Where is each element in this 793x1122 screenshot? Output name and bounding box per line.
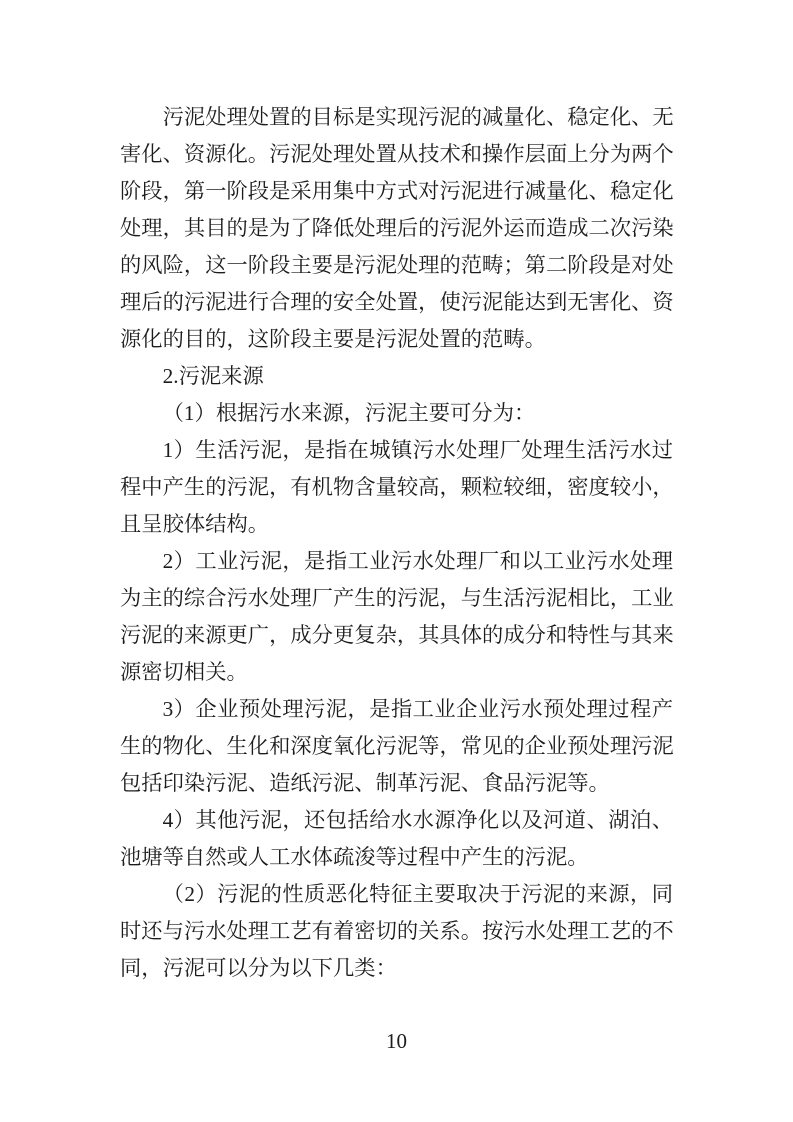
text-line: 源化的目的，这阶段主要是污泥处置的范畴。 — [120, 327, 546, 351]
text-line: 处理，其目的是为了降低处理后的污泥外运而造成二次污染 — [120, 216, 674, 240]
text-line: 污泥处理处置的目标是实现污泥的减量化、稳定化、无 — [162, 105, 674, 129]
text-line: 1）生活污泥，是指在城镇污水处理厂处理生活污水过 — [162, 438, 673, 462]
text-line: 的风险，这一阶段主要是污泥处理的范畴；第二阶段是对处 — [120, 253, 674, 277]
text-line: 时还与污水处理工艺有着密切的关系。按污水处理工艺的不 — [120, 919, 674, 943]
text-line: 程中产生的污泥，有机物含量较高，颗粒较细，密度较小， — [120, 475, 674, 499]
text-line: 2.污泥来源 — [162, 364, 264, 388]
text-line: 生的物化、生化和深度氧化污泥等，常见的企业预处理污泥 — [120, 734, 674, 758]
text-line: 池塘等自然或人工水体疏浚等过程中产生的污泥。 — [120, 845, 589, 869]
text-line: （1）根据污水来源，污泥主要可分为： — [162, 401, 536, 425]
text-line: 4）其他污泥，还包括给水水源净化以及河道、湖泊、 — [162, 808, 673, 832]
document-body — [120, 99, 673, 987]
text-line: 同，污泥可以分为以下几类： — [120, 956, 397, 980]
text-line: 理后的污泥进行合理的安全处置，使污泥能达到无害化、资 — [120, 290, 674, 314]
text-line: 2）工业污泥，是指工业污水处理厂和以工业污水处理 — [162, 549, 673, 573]
text-line: （2）污泥的性质恶化特征主要取决于污泥的来源，同 — [162, 882, 673, 906]
text-line: 且呈胶体结构。 — [120, 512, 270, 536]
text-line: 为主的综合污水处理厂产生的污泥，与生活污泥相比，工业 — [120, 586, 674, 610]
text-line: 源密切相关。 — [120, 660, 248, 684]
text-line: 阶段，第一阶段是采用集中方式对污泥进行减量化、稳定化 — [120, 179, 674, 203]
text-line: 害化、资源化。污泥处理处置从技术和操作层面上分为两个 — [120, 142, 674, 166]
text-line: 包括印染污泥、造纸污泥、制革污泥、食品污泥等。 — [120, 771, 610, 795]
text-line: 3）企业预处理污泥，是指工业企业污水预处理过程产 — [162, 697, 673, 721]
page-number: 10 — [386, 1029, 407, 1053]
text-line: 污泥的来源更广，成分更复杂，其具体的成分和特性与其来 — [120, 623, 674, 647]
